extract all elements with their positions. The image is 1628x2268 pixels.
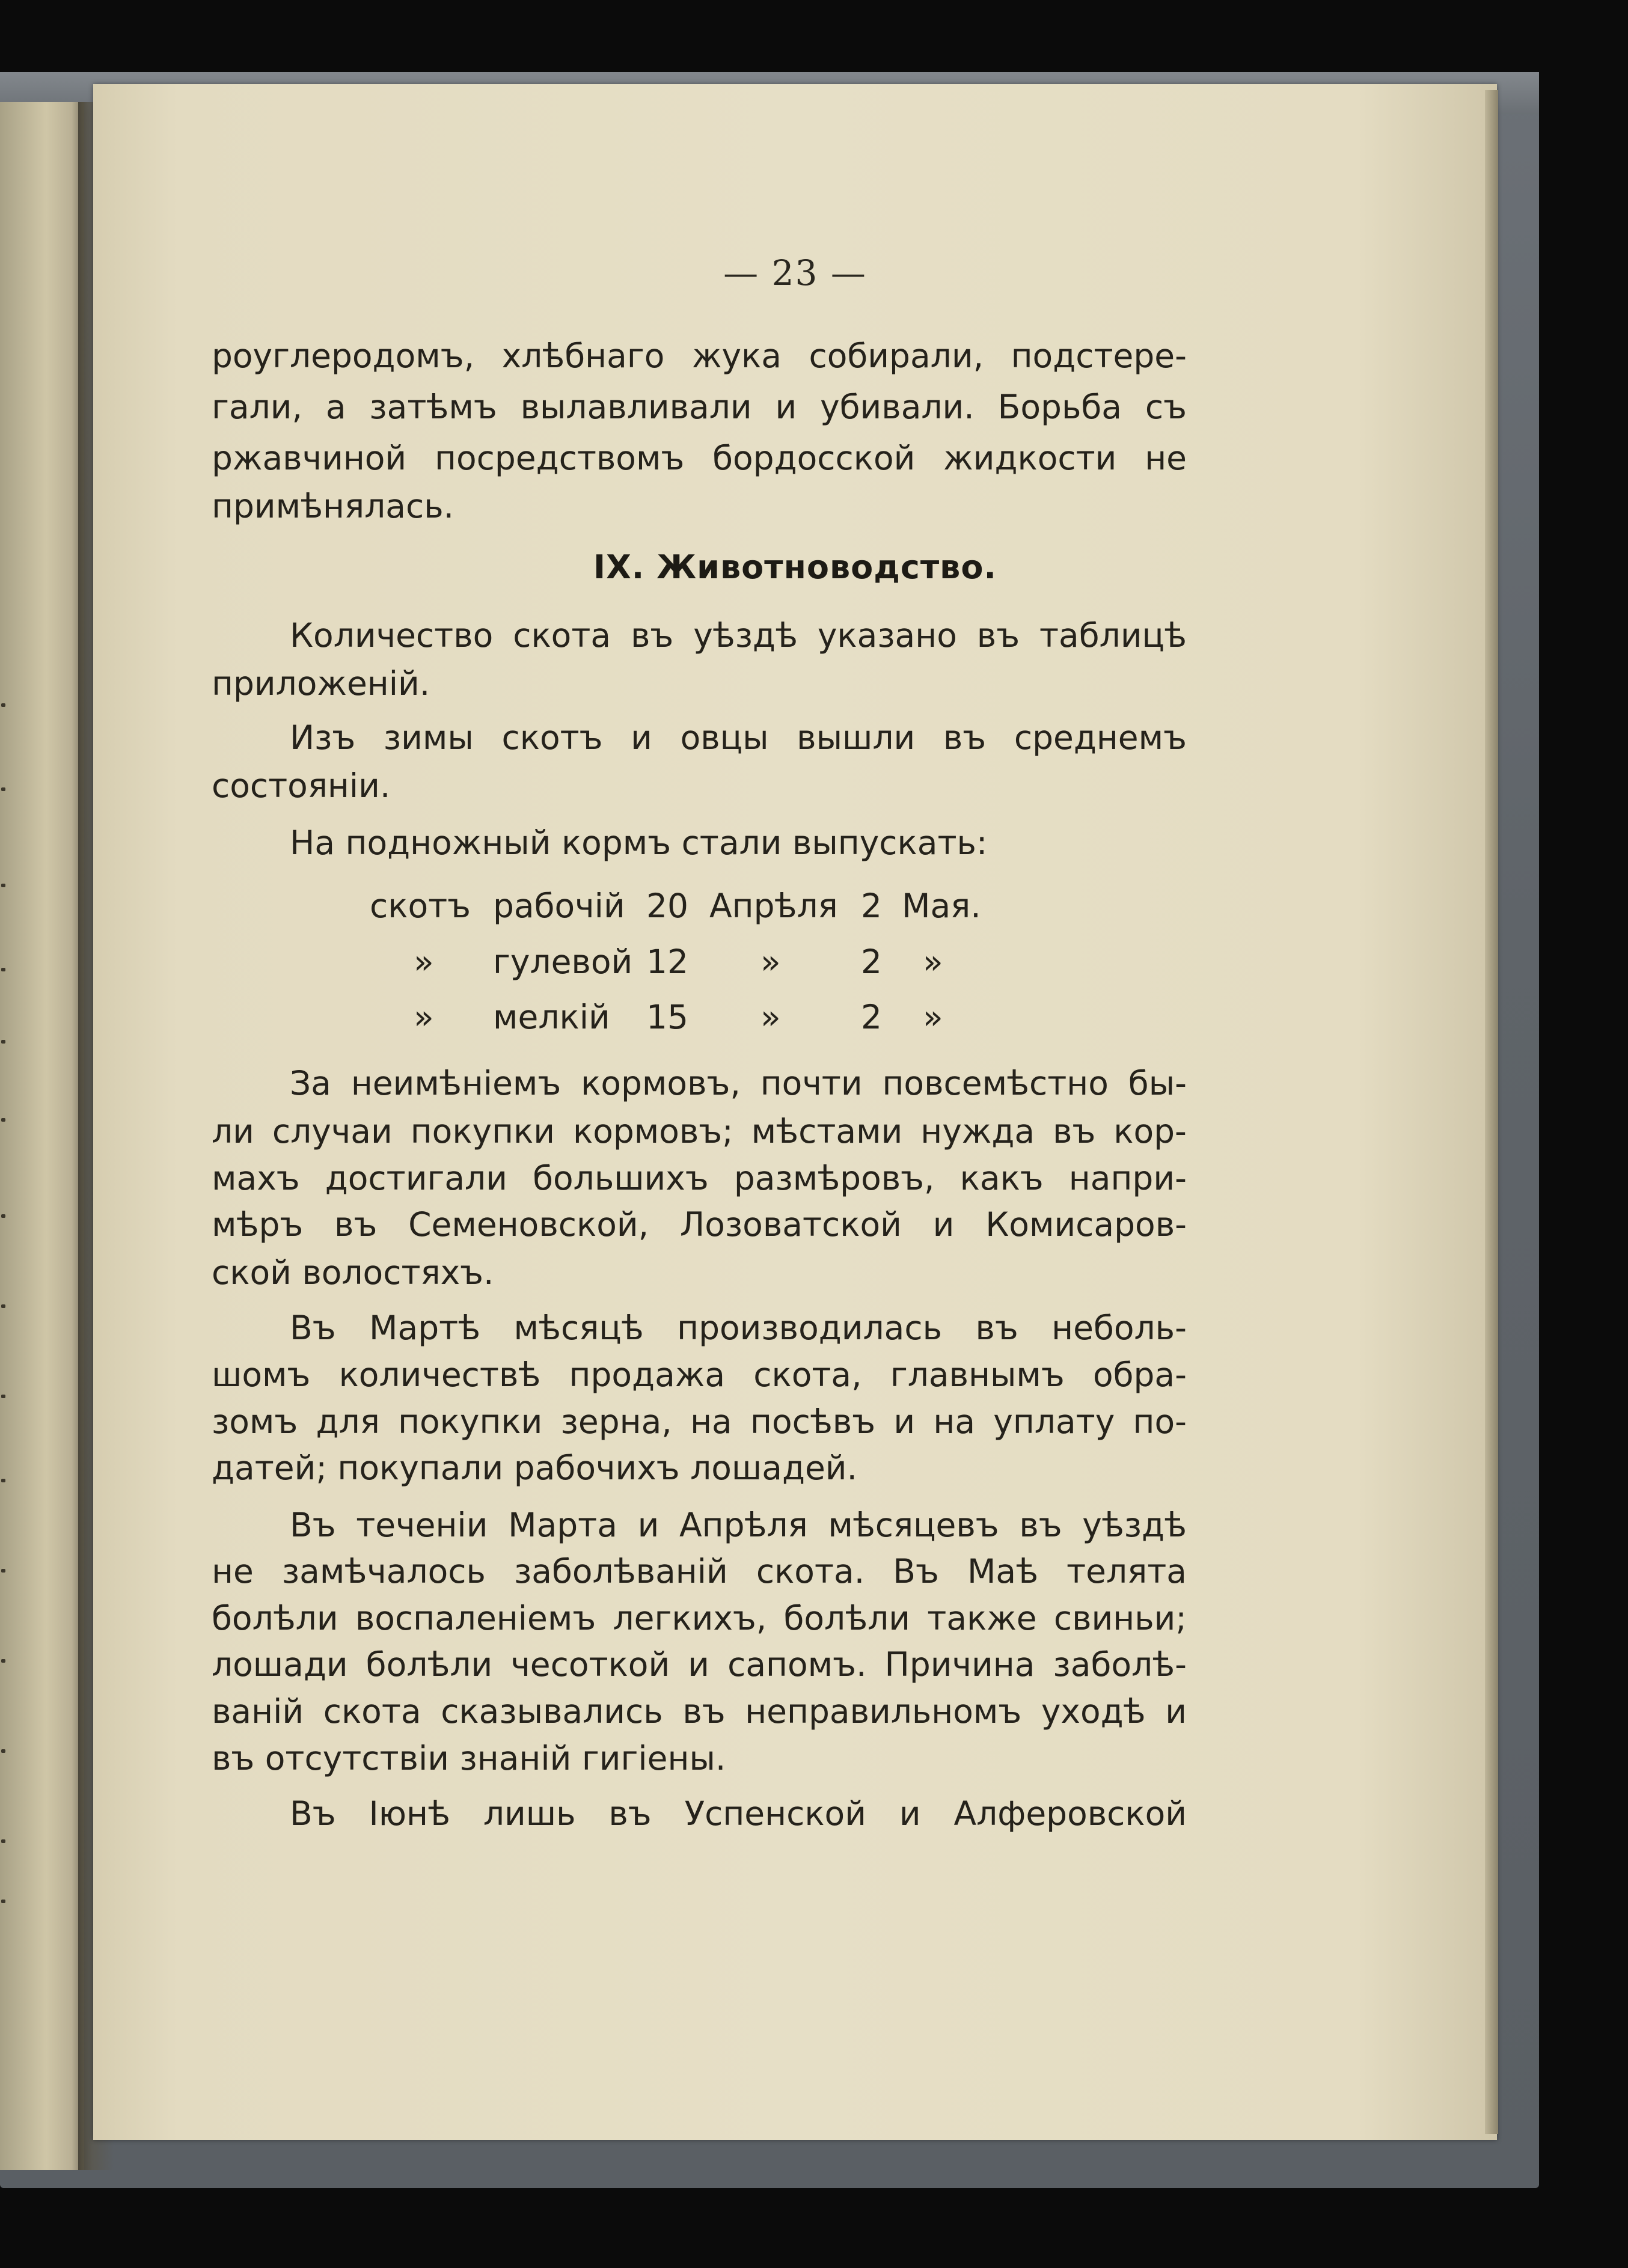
cell-type: мелкій (493, 998, 610, 1036)
cell-to-month: » (923, 998, 943, 1036)
text-line (212, 337, 1187, 375)
text-line (290, 718, 1187, 757)
word: лишь (483, 1794, 576, 1833)
word: неболь- (1051, 1309, 1187, 1347)
text-line (212, 1205, 1187, 1244)
word: уплату (993, 1402, 1115, 1441)
cell-from-day: 15 (646, 998, 688, 1036)
text-line: ской волостяхъ. (212, 1253, 494, 1292)
word: заболѣваній (514, 1552, 728, 1591)
word: главнымъ (890, 1356, 1065, 1394)
word: Въ (893, 1552, 939, 1591)
text-line (212, 1356, 1187, 1394)
word: и (775, 388, 797, 426)
word: чесоткой (510, 1645, 670, 1684)
word: посредствомъ (434, 439, 685, 477)
word: затѣмъ (369, 388, 497, 426)
word: болѣли (783, 1599, 911, 1637)
cell-from-month: Апрѣля (709, 887, 838, 925)
section-heading: IX. Животноводство. (593, 548, 997, 586)
cell-to-day: 2 (861, 943, 882, 981)
word: уѣздѣ (693, 616, 798, 655)
text-line: На подножный кормъ стали выпускать: (290, 824, 988, 862)
word: За (290, 1064, 331, 1102)
word: Апрѣля (679, 1506, 808, 1544)
word: заболѣ- (1053, 1645, 1187, 1684)
word: нужда (920, 1112, 1035, 1151)
word: и (932, 1205, 955, 1244)
word: Лозоватской (679, 1205, 902, 1244)
word: и (893, 1402, 916, 1441)
word: Въ (290, 1794, 336, 1833)
word: легкихъ, (613, 1599, 767, 1637)
word: и (631, 718, 652, 757)
word: сказывались (441, 1692, 663, 1731)
word: достигали (325, 1159, 507, 1197)
word: скота (323, 1692, 421, 1731)
cell-to-day: 2 (861, 887, 882, 925)
word: и (899, 1794, 921, 1833)
word: сапомъ. (727, 1645, 867, 1684)
cell-from-month: » (760, 943, 781, 981)
text-line (212, 1159, 1187, 1197)
text-line: примѣнялась. (212, 487, 454, 525)
word: въ (943, 718, 987, 757)
word: воспаленіемъ (355, 1599, 596, 1637)
word: въ (976, 616, 1020, 655)
text-line: въ отсутствіи знаній гигіены. (212, 1739, 726, 1777)
word: шомъ (212, 1356, 311, 1394)
word: убивали. (820, 388, 975, 426)
word: покупки (398, 1402, 543, 1441)
word: скотъ (501, 718, 603, 757)
word: овцы (680, 718, 769, 757)
word: посѣвъ (750, 1402, 876, 1441)
word: вышли (797, 718, 916, 757)
word: зомъ (212, 1402, 298, 1441)
word: напри- (1068, 1159, 1187, 1197)
word: жидкости (943, 439, 1117, 477)
previous-page-edge (0, 102, 84, 2170)
cell-from-day: 12 (646, 943, 688, 981)
word: случаи (272, 1112, 393, 1151)
word: кормовъ; (572, 1112, 733, 1151)
text-line (290, 1309, 1187, 1347)
word: ваній (212, 1692, 304, 1731)
word: Алферовской (953, 1794, 1187, 1833)
cell-type: гулевой (493, 943, 633, 981)
page-number: — 23 — (723, 252, 867, 293)
word: уѣздѣ (1082, 1506, 1187, 1544)
cell-from-day: 20 (646, 887, 688, 925)
text-line (290, 1506, 1187, 1544)
word: не (1145, 439, 1187, 477)
word: скота (513, 616, 611, 655)
word: покупки (410, 1112, 555, 1151)
word: на (690, 1402, 732, 1441)
word: бы- (1128, 1064, 1187, 1102)
word: лошади (212, 1645, 348, 1684)
text-line (212, 1402, 1187, 1441)
word: уходѣ (1041, 1692, 1146, 1731)
word: на (933, 1402, 976, 1441)
word: въ (1053, 1112, 1096, 1151)
word: ли (212, 1112, 254, 1151)
cell-kind: » (414, 943, 434, 981)
word: Борьба (997, 388, 1122, 426)
word: а (325, 388, 346, 426)
text-line (212, 1692, 1187, 1731)
word: собирали, (809, 337, 984, 375)
word: продажа (569, 1356, 726, 1394)
word: не (212, 1552, 254, 1591)
word: по- (1133, 1402, 1187, 1441)
word: обра- (1092, 1356, 1187, 1394)
cell-type: рабочій (493, 887, 625, 925)
word: жука (691, 337, 782, 375)
word: гали, (212, 388, 302, 426)
word: и (637, 1506, 659, 1544)
word: повсемѣстно (882, 1064, 1109, 1102)
word: неимѣніемъ (350, 1064, 562, 1102)
text-line (290, 1064, 1187, 1102)
word: подстере- (1011, 337, 1187, 375)
word: количествѣ (338, 1356, 541, 1394)
word: зерна, (560, 1402, 672, 1441)
word: Изъ (290, 718, 356, 757)
word: и (1165, 1692, 1187, 1731)
word: производилась (677, 1309, 942, 1347)
word: кормовъ, (581, 1064, 741, 1102)
word: размѣровъ, (733, 1159, 935, 1197)
word: въ (334, 1205, 378, 1244)
text-line (212, 388, 1187, 426)
text-line (212, 1112, 1187, 1151)
word: большихъ (533, 1159, 709, 1197)
word: какъ (959, 1159, 1044, 1197)
word: зимы (383, 718, 474, 757)
word: въ (608, 1794, 652, 1833)
word: Марта (508, 1506, 617, 1544)
word: среднемъ (1014, 718, 1187, 757)
word: скота. (756, 1552, 865, 1591)
word: Въ (290, 1309, 336, 1347)
cell-kind: скотъ (370, 887, 471, 925)
word: въ (1019, 1506, 1062, 1544)
word: въ (682, 1692, 726, 1731)
text-line (290, 616, 1187, 655)
text-line: состояніи. (212, 766, 391, 805)
word: махъ (212, 1159, 300, 1197)
cell-to-day: 2 (861, 998, 882, 1036)
word: Въ (290, 1506, 336, 1544)
word: телята (1066, 1552, 1187, 1591)
text-line (212, 1552, 1187, 1591)
word: Семеновской, (408, 1205, 649, 1244)
word: ржавчиной (212, 439, 407, 477)
text-line: датей; покупали рабочихъ лошадей. (212, 1449, 858, 1487)
text-line (290, 1794, 1187, 1833)
word: въ (630, 616, 674, 655)
word: Іюнѣ (369, 1794, 450, 1833)
word: мѣръ (212, 1205, 304, 1244)
word: хлѣбнаго (501, 337, 665, 375)
word: кор- (1113, 1112, 1187, 1151)
word: мѣсяцѣ (513, 1309, 644, 1347)
word: мѣсяцевъ (828, 1506, 999, 1544)
cell-from-month: » (760, 998, 781, 1036)
word: неправильномъ (745, 1692, 1022, 1731)
page-right-edge (1485, 90, 1498, 2134)
word: также (927, 1599, 1037, 1637)
word: теченіи (356, 1506, 488, 1544)
word: Комисаров- (985, 1205, 1187, 1244)
text-line (212, 1599, 1187, 1637)
word: почти (760, 1064, 863, 1102)
cell-to-month: » (923, 943, 943, 981)
text-line (212, 439, 1187, 477)
word: съ (1145, 388, 1187, 426)
word: мѣстами (751, 1112, 903, 1151)
word: указано (817, 616, 957, 655)
word: Успенской (684, 1794, 866, 1833)
word: Мартѣ (369, 1309, 481, 1347)
word: и (688, 1645, 710, 1684)
cell-to-month: Мая. (902, 887, 981, 925)
word: Маѣ (967, 1552, 1039, 1591)
word: замѣчалось (281, 1552, 486, 1591)
word: Количество (290, 616, 494, 655)
text-line: приложеній. (212, 664, 430, 703)
word: болѣли (366, 1645, 493, 1684)
word: бордосской (712, 439, 916, 477)
cell-kind: » (414, 998, 434, 1036)
word: таблицѣ (1039, 616, 1187, 655)
text-line (212, 1645, 1187, 1684)
word: роуглеродомъ, (212, 337, 475, 375)
word: для (316, 1402, 380, 1441)
word: болѣли (212, 1599, 338, 1637)
word: Причина (884, 1645, 1035, 1684)
word: скота, (753, 1356, 862, 1394)
word: въ (975, 1309, 1018, 1347)
word: свиньи; (1053, 1599, 1187, 1637)
word: вылавливали (520, 388, 752, 426)
